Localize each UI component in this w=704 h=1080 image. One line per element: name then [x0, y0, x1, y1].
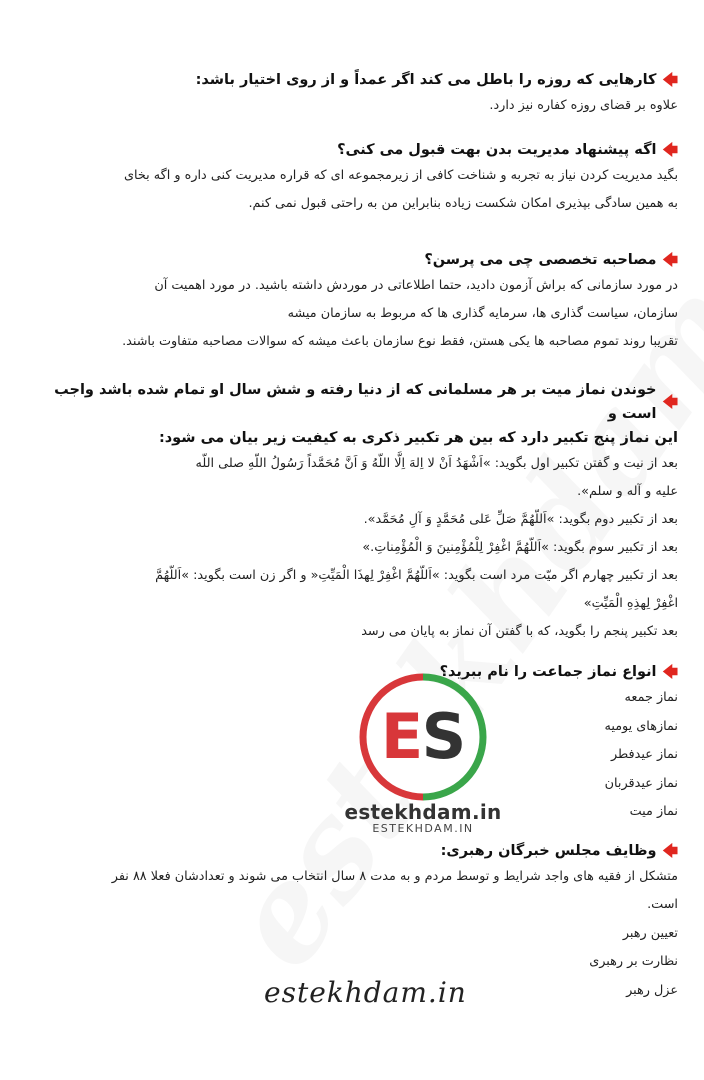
paragraph-line: بعد از نیت و گفتن تکبیر اول بگوید: »اَشْهَدُ اَنْ لا اِلهَ اِلَّا اللّهُ وَ اَنَّ مُحَمَّداً رَسُولُ اللّهِ صلی اللّه	[195, 456, 678, 471]
list-item: نماز عیدقربان	[604, 775, 678, 791]
section-heading	[26, 68, 678, 92]
section-heading-continued: این نماز پنج تکبیر دارد که بین هر تکبیر ذکری به کیفیت زیر بیان می شود:	[158, 430, 678, 446]
paragraph-line: در مورد سازمانی که براش آزمون دادید، حتما اطلاعاتی در موردش داشته باشید. در مورد اهمیت آن	[154, 278, 678, 293]
list-item: نظارت بر رهبری	[589, 954, 678, 969]
list-item: عزل رهبر	[626, 982, 678, 998]
paragraph-line: بعد از تکبیر دوم بگوید: »اَللّهُمَّ صَلِّ عَلی مُحَمَّدٍ وَ آلِ مُحَمَّد».	[363, 512, 678, 527]
list-item: نماز میت	[629, 804, 678, 819]
list-item: نمازهای یومیه	[604, 718, 678, 734]
list-item: نماز عیدفطر	[611, 747, 678, 762]
arrow-left-icon: 🡄	[662, 393, 678, 411]
logo-circle	[358, 672, 488, 802]
paragraph-line: علاوه بر قضای روزه کفاره نیز دارد.	[489, 98, 678, 113]
logo-letter-s: S	[421, 700, 467, 773]
paragraph-line: بعد از تکبیر سوم بگوید: »اَللّهُمَّ اغْفِرْ لِلْمُؤْمِنینَ وَ الْمُؤْمِناتِ.»	[362, 540, 678, 555]
paragraph-line: بعد از تکبیر چهارم اگر میّت مرد است بگوید: »اَللّهُمَّ اغْفِرْ لِهذَا الْمَیِّتِ« و اگر زن است بگوید: »اَللّهُمَّ	[155, 568, 678, 583]
heading-text: خوندن نماز میت بر هر مسلمانی که از دنیا رفته و شش سال او تمام شده باشد واجب است و	[54, 382, 657, 422]
section-management	[26, 138, 678, 218]
heading-text: وظایف مجلس خبرگان رهبری:	[440, 842, 657, 859]
logo-subtitle-text: ESTEKHDAM.IN	[372, 822, 474, 835]
logo-circle-icon	[358, 672, 488, 802]
heading-text: اگه پیشنهاد مدیریت بدن بهت قبول می کنی؟	[337, 142, 657, 158]
paragraph-line: تقریبا روند تموم مصاحبه ها یکی هستن، فقط نوع سازمان باعث میشه که سوالات مصاحبه متفاوت باشند.	[122, 334, 678, 349]
arrow-left-icon: 🡄	[662, 841, 678, 860]
section-heading	[26, 248, 678, 272]
heading-text: مصاحبه تخصصی چی می پرسن؟	[424, 252, 657, 268]
arrow-left-icon: 🡄	[662, 251, 678, 269]
list-item: تعیین رهبر	[622, 925, 678, 941]
paragraph-line: است.	[647, 897, 678, 912]
logo-letter-e: E	[380, 700, 424, 773]
paragraph-line: علیه و آله و سلم».	[577, 484, 678, 499]
section-heading	[26, 138, 678, 162]
paragraph-line: بگید مدیریت کردن نیاز به تجربه و شناخت کافی از زیرمجموعه ای که قراره مدیریت کنی داره و اگه بخای	[123, 168, 678, 183]
section-fasting	[26, 68, 678, 120]
section-heading	[26, 378, 678, 426]
paragraph-line: بعد تکبیر پنجم را بگوید، که با گفتن آن نماز به پایان می رسد	[361, 624, 678, 639]
heading-text: کارهایی که روزه را باطل می کند اگر عمداً و از روی اختیار باشد:	[195, 72, 657, 88]
section-interview	[26, 248, 678, 356]
footer-brand: estekhdam.in	[264, 976, 467, 1009]
arrow-left-icon: 🡄	[662, 141, 678, 159]
estekhdam-logo	[340, 672, 506, 835]
arrow-left-icon: 🡄	[662, 663, 678, 681]
arrow-left-icon: 🡄	[662, 71, 678, 89]
paragraph-line: متشکل از فقیه های واجد شرایط و توسط مردم و به مدت ۸ سال انتخاب می شوند و تعدادشان فعلا ۸۸ نفر	[111, 868, 678, 884]
logo-domain-text: estekhdam.in	[344, 800, 502, 824]
section-funeral-prayer	[26, 378, 678, 646]
section-heading	[26, 839, 678, 863]
paragraph-line: به همین سادگی بپذیری امکان شکست زیاده بنابراین من به راحتی قبول نمی کنم.	[248, 196, 678, 211]
list-item: نماز جمعه	[624, 690, 678, 705]
paragraph-line: اغْفِرْ لِهذِهِ الْمَیِّتِ»	[583, 596, 678, 611]
heading-text: انواع نماز جماعت را نام ببرید؟	[439, 664, 657, 680]
paragraph-line: سازمان، سیاست گذاری ها، سرمایه گذاری ها که مربوط به سازمان میشه	[287, 306, 678, 321]
